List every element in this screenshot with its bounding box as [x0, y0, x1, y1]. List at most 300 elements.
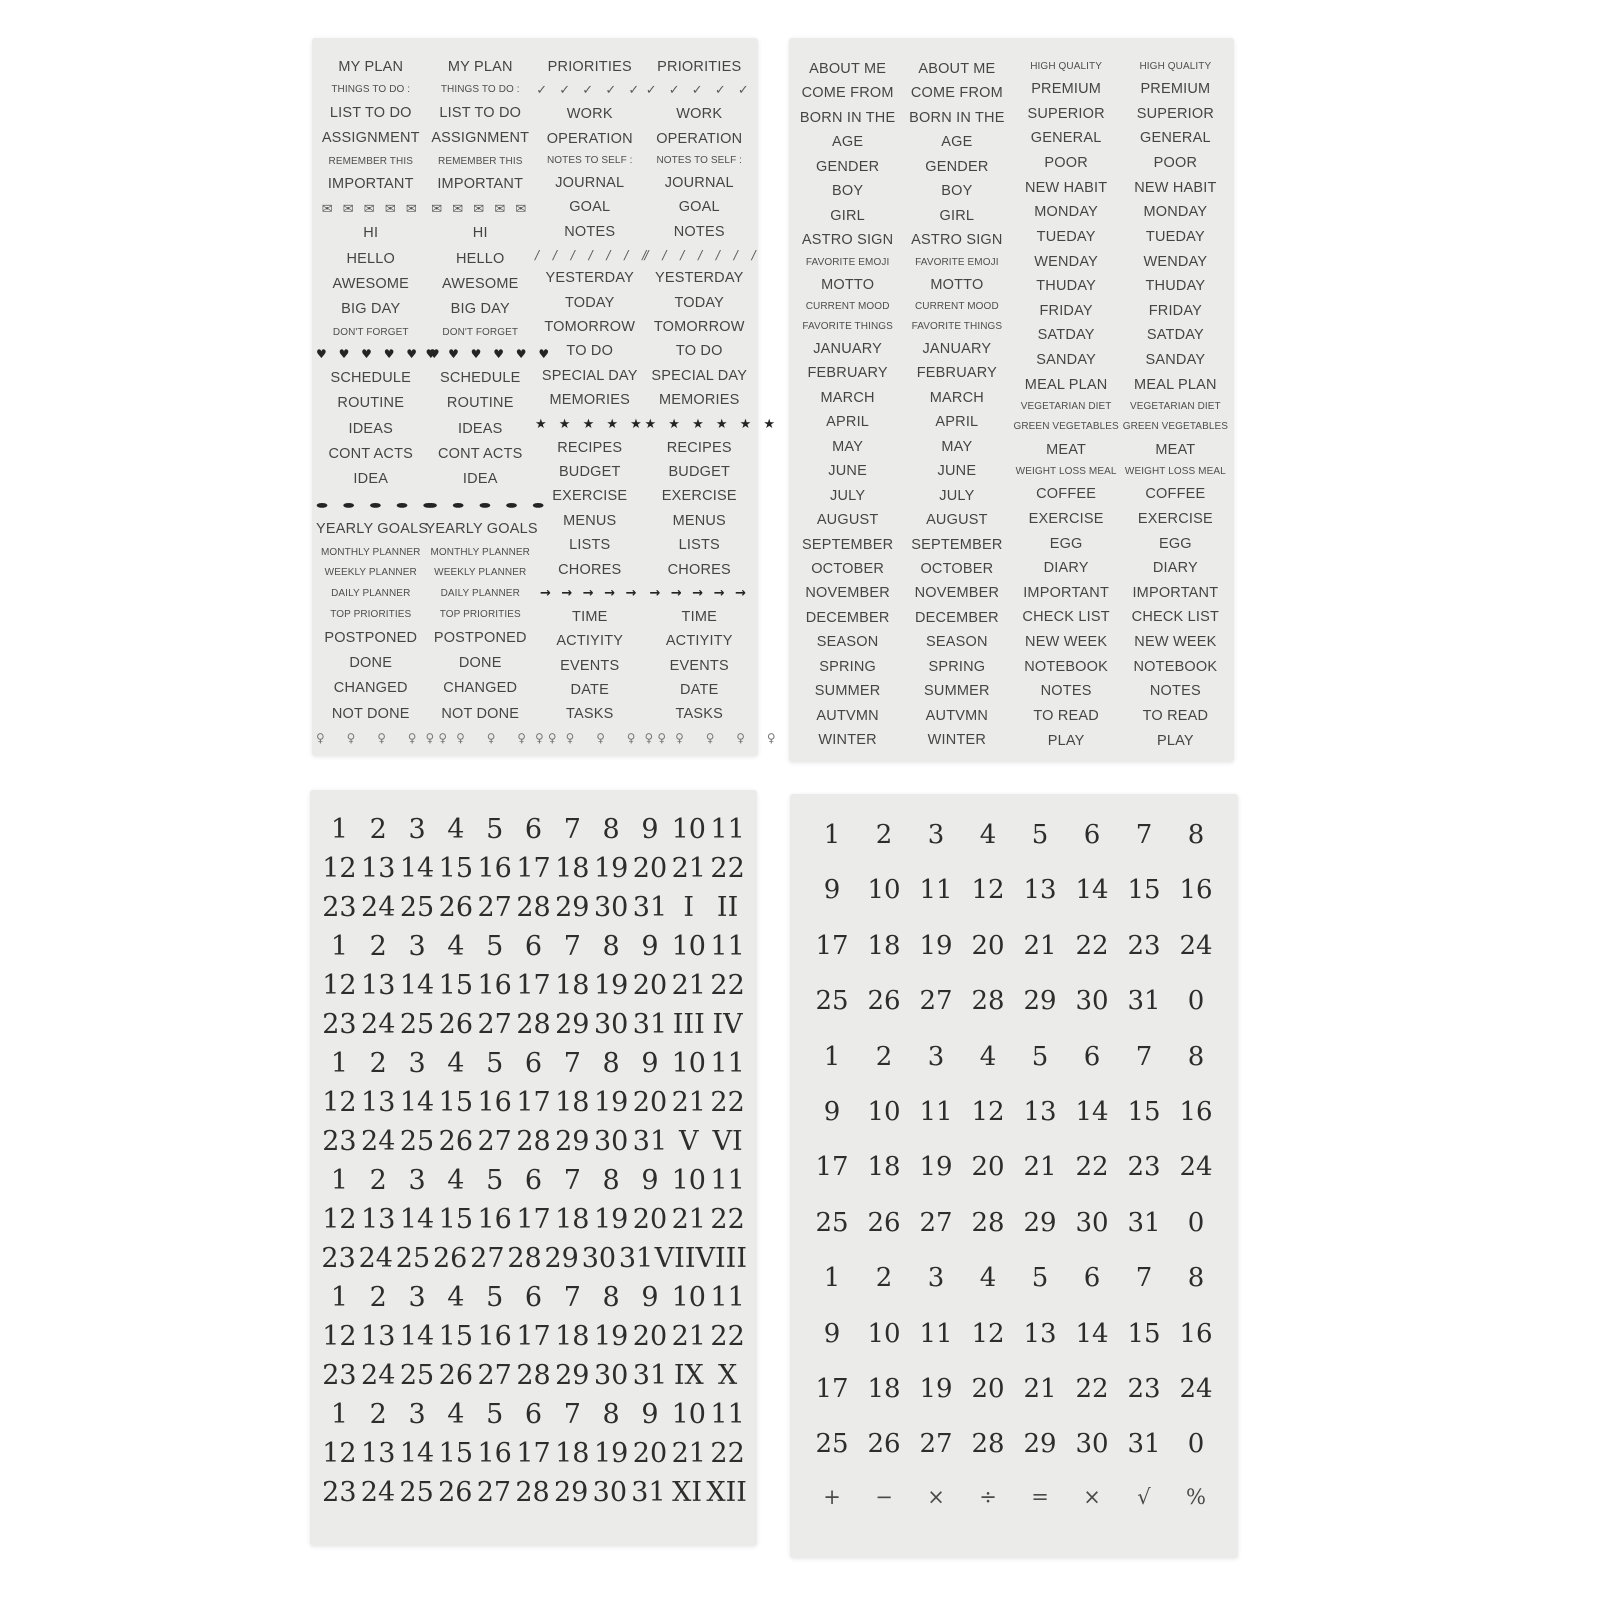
number-sticker: 18	[555, 853, 590, 884]
number-sticker: 18	[555, 970, 590, 1001]
number-sticker: 18	[867, 1152, 901, 1183]
word-sticker: EXERCISE	[552, 488, 628, 505]
word-sticker: WINTER	[818, 732, 877, 749]
number-sticker: 9	[823, 1097, 841, 1128]
word-sticker: DATE	[570, 682, 609, 699]
number-sticker: 10	[671, 1048, 706, 1079]
number-sticker: 10	[867, 1097, 901, 1128]
word-sticker: JOURNAL	[664, 175, 734, 192]
word-sticker: NOTES	[1149, 683, 1201, 700]
number-sticker: 27	[919, 986, 953, 1017]
number-sticker: 18	[555, 1204, 590, 1235]
number-sticker: 28	[516, 1126, 551, 1157]
word-sticker: DIARY	[1043, 560, 1089, 577]
word-sticker: FRIDAY	[1039, 302, 1093, 319]
number-sticker: 29	[554, 1477, 589, 1508]
word-sticker: FAVORITE THINGS	[802, 320, 893, 332]
word-sticker: EXERCISE	[1137, 510, 1213, 527]
number-sticker: 21	[671, 853, 706, 884]
word-sticker: TOP PRIORITIES	[439, 608, 521, 620]
number-sticker: 17	[516, 1321, 551, 1352]
word-sticker: BOY	[941, 183, 973, 200]
number-sticker: 14	[399, 970, 435, 1001]
number-sticker: 12	[322, 1438, 357, 1469]
number-sticker: 17	[516, 970, 551, 1001]
number-sticker: 1	[330, 1399, 348, 1430]
word-sticker: TASKS	[675, 706, 723, 723]
number-sticker: 25	[399, 1009, 435, 1040]
word-sticker: ROUTINE	[337, 395, 405, 412]
word-sticker: NEW WEEK	[1025, 634, 1108, 650]
number-sticker: 14	[399, 1204, 435, 1235]
word-sticker: LISTS	[678, 537, 720, 554]
heart-icons: ♥ ♥ ♥ ♥ ♥ ♥	[316, 347, 444, 362]
word-sticker: REMEMBER THIS	[438, 155, 523, 167]
sticker-row	[320, 1128, 747, 1155]
number-sticker: II	[716, 892, 739, 923]
number-sticker: 31	[618, 1243, 654, 1274]
word-sticker: EVENTS	[669, 657, 729, 674]
word-sticker: BUDGET	[558, 463, 621, 480]
word-sticker: DON'T FORGET	[442, 326, 519, 338]
word-sticker: DAILY PLANNER	[331, 588, 411, 600]
number-sticker: 22	[710, 1087, 745, 1118]
number-sticker: 11	[919, 1318, 953, 1349]
number-sticker: 22	[710, 1204, 745, 1235]
number-sticker: 30	[581, 1243, 617, 1274]
number-sticker: XI	[672, 1477, 703, 1508]
number-sticker: 17	[516, 1438, 551, 1469]
number-sticker: 20	[971, 1152, 1005, 1183]
word-sticker: MONDAY	[1143, 204, 1208, 221]
number-sticker: 19	[919, 1152, 953, 1183]
number-sticker: 5	[1031, 820, 1049, 850]
number-sticker: 2	[875, 820, 893, 850]
word-sticker: GENDER	[925, 158, 989, 175]
arrow-icons: → → → → →	[649, 585, 750, 601]
word-sticker: MY PLAN	[447, 59, 513, 75]
number-sticker: 23	[322, 1360, 357, 1391]
word-sticker: WENDAY	[1143, 253, 1208, 270]
sticker-row	[806, 1374, 1222, 1405]
sticker-row	[320, 1362, 747, 1389]
word-sticker: TASKS	[566, 706, 614, 723]
word-sticker: SPRING	[819, 658, 877, 675]
word-sticker: SEPTEMBER	[802, 536, 894, 553]
number-sticker: 8	[1187, 1041, 1205, 1072]
word-sticker: JULY	[830, 487, 866, 504]
word-sticker: CONT ACTS	[328, 446, 414, 462]
number-sticker: IX	[673, 1360, 704, 1391]
word-sticker: SCHEDULE	[439, 370, 521, 387]
word-sticker: GOAL	[569, 199, 611, 216]
number-sticker: 22	[710, 970, 745, 1001]
number-sticker: 26	[867, 1429, 901, 1460]
number-sticker: 28	[971, 1429, 1005, 1460]
word-sticker: EXERCISE	[1028, 510, 1104, 527]
word-sticker: PRIORITIES	[657, 59, 742, 75]
word-sticker: THINGS TO DO :	[440, 84, 520, 96]
number-sticker: 24	[361, 1009, 396, 1040]
number-sticker: 5	[486, 814, 504, 845]
number-sticker: 20	[632, 970, 668, 1001]
word-sticker: MAY	[832, 438, 864, 455]
word-sticker: EGG	[1049, 535, 1083, 552]
word-sticker: DATE	[680, 682, 719, 699]
number-sticker: 24	[361, 1126, 396, 1157]
number-sticker: 23	[1127, 1152, 1161, 1183]
number-sticker: 0	[1187, 986, 1205, 1017]
number-sticker: 13	[361, 853, 396, 884]
number-sticker: 23	[322, 1477, 357, 1508]
word-sticker: CHANGED	[333, 680, 408, 697]
word-sticker: IDEA	[462, 471, 498, 488]
number-sticker: 22	[710, 853, 745, 884]
number-sticker: 17	[815, 1374, 849, 1405]
number-sticker: 16	[477, 1204, 512, 1235]
number-sticker: 16	[477, 1438, 512, 1469]
symbol-sticker: ×	[927, 1484, 945, 1509]
symbol-sticker: %	[1186, 1484, 1206, 1509]
word-sticker: NOVEMBER	[805, 585, 890, 602]
word-sticker: EGG	[1158, 535, 1192, 552]
word-sticker: MEAL PLAN	[1134, 376, 1217, 393]
number-sticker: 8	[1187, 1263, 1205, 1294]
number-sticker: 20	[971, 930, 1005, 961]
number-sticker: 8	[602, 1165, 620, 1196]
number-sticker: 12	[322, 853, 357, 884]
sticker-row	[320, 1284, 747, 1311]
number-sticker: 18	[867, 930, 901, 961]
sticker-row	[806, 930, 1222, 961]
number-sticker: 7	[563, 931, 581, 962]
word-sticker: MEMORIES	[658, 392, 740, 409]
sticker-row	[806, 1041, 1222, 1072]
word-sticker: MEMORIES	[549, 392, 631, 409]
word-sticker: GENDER	[816, 158, 880, 175]
number-sticker: 21	[671, 1204, 706, 1235]
number-sticker: 31	[1127, 1207, 1161, 1238]
word-sticker: DECEMBER	[914, 609, 999, 626]
word-sticker: SUPERIOR	[1136, 105, 1215, 122]
word-sticker: JOURNAL	[555, 175, 625, 192]
sticker-sheet-calendar-numbers	[310, 790, 757, 1546]
number-sticker: 4	[979, 820, 997, 850]
word-sticker: GREEN VEGETABLES	[1013, 421, 1119, 433]
word-sticker: NOTEBOOK	[1024, 658, 1109, 675]
number-sticker: 24	[361, 892, 396, 923]
lightbulb-icons: ♀ ♀ ♀ ♀ ♀	[535, 730, 676, 745]
star-icons: ★ ★ ★ ★ ★ ★	[644, 416, 780, 432]
checkmark-icons: ✓ ✓ ✓ ✓ ✓	[645, 83, 753, 99]
word-sticker: GIRL	[939, 207, 975, 224]
number-sticker: 15	[1127, 1318, 1161, 1349]
number-sticker: 6	[1083, 820, 1101, 850]
number-sticker: 29	[1023, 1207, 1057, 1238]
word-sticker: LIST TO DO	[329, 105, 412, 122]
number-sticker: 10	[671, 1282, 706, 1313]
number-sticker: 5	[1031, 1041, 1049, 1072]
number-sticker: 24	[1179, 930, 1213, 961]
word-sticker: DONE	[458, 655, 502, 672]
word-sticker: AUTVMN	[925, 707, 989, 724]
number-sticker: 2	[369, 931, 387, 962]
word-sticker: WEIGHT LOSS MEAL	[1015, 466, 1117, 478]
number-sticker: 1	[823, 820, 841, 850]
word-sticker: BIG DAY	[450, 301, 510, 318]
sticker-row	[320, 933, 747, 960]
word-sticker: MAY	[941, 438, 973, 455]
number-sticker: III	[672, 1009, 705, 1040]
word-sticker: PRIORITIES	[547, 59, 632, 75]
number-sticker: 24	[1179, 1374, 1213, 1405]
number-sticker: V	[679, 1126, 699, 1157]
word-sticker: ABOUT ME	[809, 61, 887, 77]
word-sticker: SCHEDULE	[330, 370, 412, 387]
number-sticker: 21	[1023, 930, 1057, 961]
number-sticker: 22	[1075, 930, 1109, 961]
word-sticker: SEASON	[816, 634, 879, 651]
number-sticker: 20	[632, 1438, 668, 1469]
word-sticker: MEAL PLAN	[1024, 376, 1108, 393]
number-sticker: X	[717, 1360, 738, 1391]
number-sticker: 13	[361, 1204, 396, 1235]
number-sticker: 3	[408, 1048, 426, 1079]
number-sticker: 28	[516, 1009, 551, 1040]
number-sticker: 20	[632, 1321, 668, 1352]
word-sticker: SANDAY	[1036, 352, 1096, 368]
number-sticker: 23	[1127, 1374, 1161, 1405]
number-sticker: 19	[919, 1374, 953, 1405]
word-sticker: VEGETARIAN DIET	[1129, 401, 1221, 413]
sticker-column	[793, 62, 902, 748]
word-sticker: EVENTS	[560, 657, 620, 674]
number-sticker: 10	[867, 1318, 901, 1349]
number-sticker: 9	[641, 1048, 659, 1079]
word-sticker: HIGH QUALITY	[1030, 61, 1103, 72]
word-sticker: AWESOME	[332, 276, 410, 293]
number-sticker: 9	[641, 1399, 659, 1430]
word-sticker: NOTES	[673, 223, 725, 240]
word-sticker: WORK	[566, 106, 613, 123]
number-sticker: 0	[1187, 1207, 1205, 1238]
number-sticker: 6	[524, 1399, 543, 1430]
word-sticker: MY PLAN	[338, 59, 404, 75]
number-sticker: 11	[710, 1165, 745, 1196]
number-sticker: 4	[979, 1263, 997, 1294]
number-sticker: 23	[321, 1243, 356, 1274]
word-sticker: WEIGHT LOSS MEAL	[1124, 466, 1226, 478]
number-sticker: 11	[710, 931, 745, 962]
number-sticker: 1	[823, 1041, 841, 1072]
number-sticker: 14	[399, 853, 435, 884]
number-sticker: 15	[438, 853, 474, 884]
number-sticker: 18	[867, 1374, 901, 1405]
sticker-column	[902, 62, 1011, 748]
word-sticker: THINGS TO DO :	[331, 84, 411, 96]
sticker-row	[806, 1207, 1222, 1238]
number-sticker: 19	[593, 1321, 629, 1352]
number-sticker: 11	[710, 1399, 745, 1430]
number-sticker: 29	[555, 1009, 590, 1040]
word-sticker: FAVORITE THINGS	[911, 320, 1003, 332]
number-sticker: 26	[867, 1207, 901, 1238]
number-sticker: 27	[477, 892, 512, 923]
word-sticker: NOTEBOOK	[1133, 658, 1218, 675]
number-sticker: 8	[602, 1048, 620, 1079]
symbol-sticker: +	[823, 1484, 841, 1509]
word-sticker: ASTRO SIGN	[801, 232, 894, 249]
word-sticker: SPRING	[928, 658, 986, 675]
symbol-sticker: =	[1031, 1484, 1049, 1509]
number-sticker: 12	[322, 970, 357, 1001]
word-sticker: MENUS	[563, 512, 617, 529]
heart-icons: ♥ ♥ ♥ ♥ ♥ ♥	[425, 347, 554, 362]
number-sticker: 17	[815, 930, 849, 961]
lightbulb-icons: ♀ ♀ ♀ ♀ ♀	[425, 730, 566, 745]
word-sticker: MONDAY	[1034, 204, 1099, 221]
number-sticker: 30	[593, 1360, 629, 1391]
number-sticker: 26	[438, 1477, 473, 1508]
slash-icons: / / / / / / /	[644, 248, 761, 263]
arrow-icons: → → → → →	[539, 585, 640, 601]
number-sticker: 3	[408, 814, 426, 845]
word-sticker: BOY	[832, 183, 864, 200]
number-sticker: 7	[1135, 820, 1153, 850]
number-sticker: 17	[516, 853, 551, 884]
number-sticker: 5	[486, 1048, 504, 1079]
word-sticker: APRIL	[826, 414, 870, 431]
number-sticker: 10	[867, 875, 901, 906]
number-sticker: 20	[632, 1087, 668, 1118]
word-sticker: PLAY	[1156, 732, 1194, 749]
number-sticker: 8	[602, 814, 620, 845]
word-sticker: APRIL	[935, 414, 979, 431]
sticker-row	[320, 816, 747, 843]
sticker-row	[320, 1440, 747, 1467]
number-sticker: 13	[1023, 875, 1057, 906]
word-sticker: HELLO	[455, 250, 505, 267]
word-sticker: LISTS	[569, 537, 611, 554]
word-sticker: SUMMER	[924, 683, 990, 700]
number-sticker: 18	[555, 1438, 590, 1469]
lightbulb-icons: ♀ ♀ ♀ ♀ ♀	[316, 730, 457, 745]
number-sticker: 13	[361, 970, 396, 1001]
number-sticker: 25	[815, 986, 849, 1017]
number-sticker: 24	[1179, 1152, 1213, 1183]
word-sticker: OPERATION	[546, 130, 633, 147]
word-sticker: NOTES	[1040, 683, 1092, 700]
word-sticker: CURRENT MOOD	[914, 301, 999, 313]
number-sticker: 30	[1075, 986, 1109, 1017]
number-sticker: 9	[641, 814, 659, 845]
number-sticker: 15	[438, 970, 474, 1001]
number-sticker: 27	[477, 1009, 512, 1040]
sticker-column	[1121, 62, 1230, 748]
number-sticker: 22	[710, 1438, 745, 1469]
word-sticker: DONE	[349, 655, 393, 672]
sticker-row	[320, 1401, 747, 1428]
number-sticker: 27	[477, 1126, 512, 1157]
symbol-sticker: ×	[1083, 1484, 1101, 1509]
number-sticker: 7	[563, 1399, 581, 1430]
number-sticker: 16	[1179, 875, 1213, 906]
number-sticker: 20	[971, 1374, 1005, 1405]
word-sticker: TOP PRIORITIES	[330, 608, 412, 620]
envelope-icons: ✉ ✉ ✉ ✉ ✉	[431, 201, 530, 217]
sticker-column	[644, 59, 785, 745]
word-sticker: SANDAY	[1145, 352, 1206, 368]
lightbulb-icons: ♀ ♀ ♀ ♀ ♀	[644, 730, 785, 745]
number-sticker: 7	[563, 1165, 581, 1196]
number-sticker: 2	[369, 1399, 387, 1430]
sticker-row	[320, 1011, 747, 1038]
number-sticker: 27	[919, 1429, 953, 1460]
sticker-row	[806, 1152, 1222, 1183]
number-sticker: 28	[971, 986, 1005, 1017]
word-sticker: IDEAS	[348, 420, 393, 437]
sticker-sheet-planner-words	[312, 38, 785, 756]
number-sticker: 25	[815, 1207, 849, 1238]
number-sticker: 18	[555, 1321, 590, 1352]
sticker-row	[320, 894, 747, 921]
number-sticker: 20	[632, 853, 668, 884]
number-sticker: 8	[602, 931, 620, 962]
number-sticker: 26	[867, 986, 901, 1017]
number-sticker: 30	[593, 1126, 629, 1157]
word-sticker: NEW HABIT	[1134, 179, 1217, 196]
word-sticker: AUGUST	[926, 512, 988, 529]
word-sticker: AGE	[941, 134, 973, 151]
number-sticker: 13	[1023, 1097, 1057, 1128]
number-sticker: XII	[706, 1477, 747, 1508]
number-sticker: 13	[361, 1321, 396, 1352]
word-sticker: NOVEMBER	[914, 585, 1000, 602]
number-sticker: 6	[524, 1048, 543, 1079]
number-sticker: 21	[671, 1087, 706, 1118]
word-sticker: OPERATION	[656, 130, 743, 147]
word-sticker: VEGETARIAN DIET	[1020, 401, 1112, 413]
word-sticker: PREMIUM	[1140, 81, 1211, 98]
number-sticker: 23	[322, 1126, 357, 1157]
word-sticker: YESTERDAY	[545, 270, 635, 287]
number-sticker: 3	[927, 1263, 945, 1294]
word-sticker: GENERAL	[1030, 130, 1102, 147]
number-sticker: 2	[875, 1041, 893, 1072]
word-sticker: LIST TO DO	[439, 105, 522, 122]
number-sticker: 16	[477, 970, 512, 1001]
oval-icons: ● ● ● ● ●	[316, 500, 440, 509]
number-sticker: 8	[1187, 820, 1205, 850]
word-sticker: TO DO	[675, 343, 723, 360]
number-sticker: 31	[632, 1360, 668, 1391]
number-sticker: 19	[919, 930, 953, 961]
word-sticker: WINTER	[927, 732, 987, 749]
word-sticker: JANUARY	[813, 340, 883, 357]
sticker-sheet-about-words	[789, 38, 1234, 762]
number-sticker: 23	[1127, 930, 1161, 961]
word-sticker: BIG DAY	[341, 301, 401, 318]
word-sticker: THUDAY	[1036, 278, 1096, 295]
number-sticker: 10	[671, 1165, 706, 1196]
number-sticker: 12	[322, 1321, 357, 1352]
number-sticker: 23	[322, 892, 357, 923]
sticker-row	[806, 1318, 1222, 1349]
number-sticker: 12	[971, 1097, 1005, 1128]
word-sticker: TODAY	[674, 294, 725, 311]
number-sticker: 25	[399, 1126, 435, 1157]
number-sticker: 1	[330, 1048, 348, 1079]
